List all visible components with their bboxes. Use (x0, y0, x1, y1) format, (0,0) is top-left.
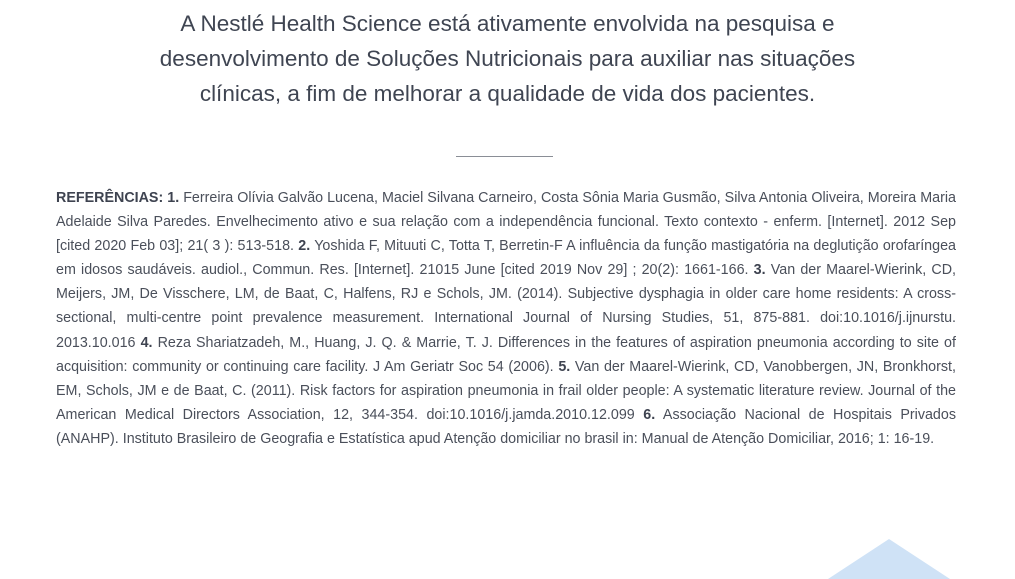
reference-text: Ferreira Olívia Galvão Lucena, Maciel Silvana Carneiro, Costa Sônia Maria Gusmão, Silva Antonia Oliveira, Moreira Maria Adelaide Silva Paredes. Envelhecimento ativo e sua relação com a independência funcional. Texto contexto - enferm. [Internet]. 2012 Sep [cited 2020 Feb 03]; 21( 3 ): 513-518. (56, 190, 956, 255)
decorative-triangle (828, 539, 950, 579)
reference-text: Yoshida F, Mituuti C, Totta T, Berretin-F A influência da função mastigatória na deglutição orofaríngea em idosos saudáveis. audiol., Commun. Res. [Internet]. 21015 June [cited 2019 Nov 29] ; 20(2): 1661-166. (56, 238, 956, 279)
references-heading: REFERÊNCIAS: (56, 190, 164, 206)
reference-number: 4. (140, 334, 153, 351)
reference-number: 1. (167, 190, 180, 206)
section-divider (456, 156, 553, 157)
intro-line-1: A Nestlé Health Science está ativamente envolvida na pesquisa e (180, 11, 835, 36)
reference-text: Reza Shariatzadeh, M., Huang, J. Q. & Marrie, T. J. Differences in the features of aspiration pneumonia according to site of acquisition: community or continuing care facility. J Am Geriatr Soc 54 (2006). (56, 334, 956, 375)
intro-line-2: desenvolvimento de Soluções Nutricionais para auxiliar nas situações (159, 46, 856, 71)
reference-number: 5. (558, 358, 571, 375)
reference-number: 3. (753, 262, 766, 279)
reference-number: 2. (298, 238, 311, 255)
reference-text: Van der Maarel-Wierink, CD, Vanobbergen, JN, Bronkhorst, EM, Schols, JM e de Baat, C. (2011). Risk factors for aspiration pneumonia in frail older people: A systematic literature review. Journal of the American Medical Directors Association, 12, 344-354. doi:10.1016/j.jamda.2010.12.099 (56, 358, 956, 423)
references-block (56, 186, 956, 451)
reference-number: 6. (643, 406, 656, 423)
intro-line-3: clínicas, a fim de melhorar a qualidade de vida dos pacientes. (199, 81, 816, 106)
reference-text: Van der Maarel-Wierink, CD, Meijers, JM, De Visschere, LM, de Baat, C, Halfens, RJ e Schols, JM. (2014). Subjective dysphagia in older care home residents: A cross-sectional, multi-centre point prevalence measurement. International Journal of Nursing Studies, 51, 875-881. doi:10.1016/j.ijnurstu. 2013.10.016 (56, 262, 957, 351)
reference-text: Associação Nacional de Hospitais Privados (ANAHP). Instituto Brasileiro de Geografia e Estatística apud Atenção domiciliar no brasil in: Manual de Atenção Domiciliar, 2016; 1: 16-19. (56, 406, 956, 447)
intro-statement (60, 6, 955, 111)
